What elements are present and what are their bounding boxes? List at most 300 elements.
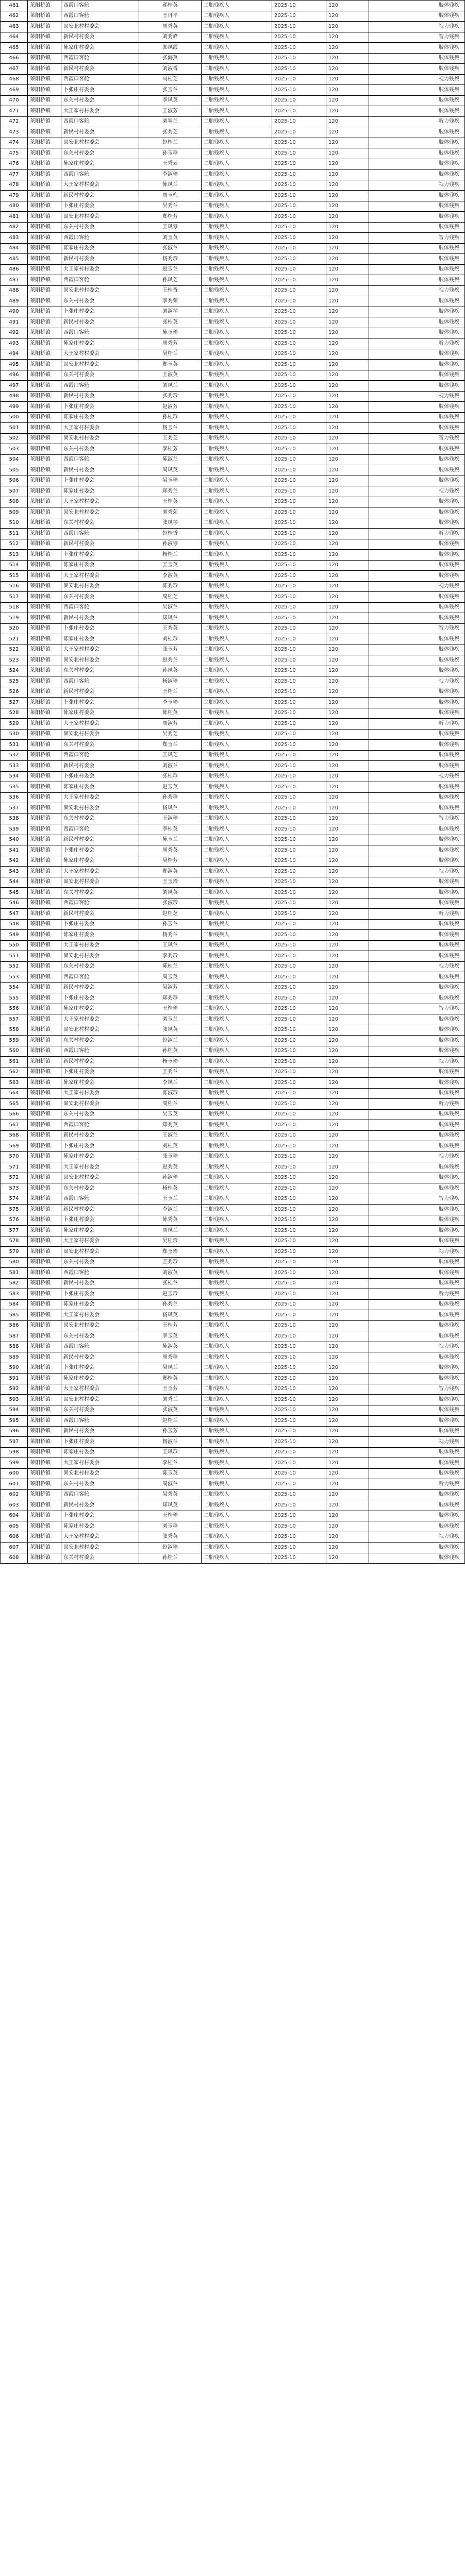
table-cell: 594 — [1, 1405, 28, 1416]
table-cell: 120 — [326, 116, 369, 127]
table-cell: 吴玉珍 — [139, 476, 202, 486]
table-cell: 521 — [1, 634, 28, 645]
table-row — [1, 43, 465, 54]
table-cell: 孙凤芝 — [139, 275, 202, 286]
table-cell: 2025-10 — [272, 803, 326, 814]
table-cell: 肢体残疾 — [369, 1078, 465, 1089]
table-cell: 589 — [1, 1352, 28, 1363]
table-cell: 462 — [1, 11, 28, 22]
table-cell: 郭凤霞 — [139, 43, 202, 54]
table-cell: 肢体残疾 — [369, 592, 465, 603]
table-cell: 2025-10 — [272, 465, 326, 476]
table-cell: 120 — [326, 1416, 369, 1427]
table-cell: 莱阳桥镇 — [28, 1078, 61, 1089]
table-cell: 莱阳桥镇 — [28, 1416, 61, 1427]
table-cell: 赵秀兰 — [139, 655, 202, 666]
table-cell: 莱阳桥镇 — [28, 433, 61, 444]
table-cell: 东关村村委会 — [61, 444, 139, 455]
table-row — [1, 170, 465, 180]
table-cell: 120 — [326, 1511, 369, 1521]
table-row — [1, 1205, 465, 1215]
table-cell: 2025-10 — [272, 317, 326, 328]
table-cell: 西霞口客舱 — [61, 328, 139, 338]
table-cell: 视力残疾 — [369, 581, 465, 592]
table-cell: 东关村村委会 — [61, 296, 139, 307]
table-cell: 李玉珍 — [139, 698, 202, 708]
table-cell: 二胎残疾人 — [202, 212, 272, 223]
table-cell: 东关村村委会 — [61, 888, 139, 899]
table-cell: 周桂兰 — [139, 1099, 202, 1110]
table-row — [1, 1004, 465, 1014]
table-cell: 吴秀英 — [139, 1489, 202, 1500]
table-cell: 固安北村村委会 — [61, 877, 139, 888]
table-cell: 孙玉兰 — [139, 919, 202, 930]
table-cell: 西霞口客舱 — [61, 1342, 139, 1352]
table-cell: 2025-10 — [272, 571, 326, 582]
table-cell: 莱阳桥镇 — [28, 1162, 61, 1173]
table-cell: 卜张庄村委会 — [61, 993, 139, 1004]
table-cell: 2025-10 — [272, 814, 326, 824]
table-cell: 2025-10 — [272, 381, 326, 392]
table-cell: 2025-10 — [272, 1247, 326, 1258]
table-cell: 2025-10 — [272, 940, 326, 951]
table-cell: 二胎残疾人 — [202, 243, 272, 254]
table-cell: 120 — [326, 360, 369, 370]
table-cell: 2025-10 — [272, 32, 326, 43]
table-cell: 120 — [326, 370, 369, 381]
table-cell: 585 — [1, 1310, 28, 1321]
table-cell: 二胎残疾人 — [202, 1384, 272, 1395]
table-cell: 552 — [1, 961, 28, 972]
table-cell: 2025-10 — [272, 613, 326, 624]
table-cell: 张凤琴 — [139, 518, 202, 529]
table-cell: 赵桂兰 — [139, 1416, 202, 1427]
table-cell: 郑秀珍 — [139, 993, 202, 1004]
table-cell: 莱阳桥镇 — [28, 307, 61, 317]
table-cell: 肢体残疾 — [369, 1162, 465, 1173]
table-cell: 莱阳桥镇 — [28, 1458, 61, 1469]
table-cell: 视力残疾 — [369, 961, 465, 972]
table-cell: 刘淑英 — [139, 1268, 202, 1279]
table-cell: 肢体残疾 — [369, 888, 465, 899]
table-cell: 新民村村委会 — [61, 1205, 139, 1215]
table-cell: 固安北村村委会 — [61, 1173, 139, 1183]
table-cell: 2025-10 — [272, 476, 326, 486]
table-cell: 120 — [326, 1067, 369, 1078]
table-cell: 李淑珍 — [139, 170, 202, 180]
table-cell: 肢体残疾 — [369, 222, 465, 233]
table-row — [1, 845, 465, 856]
table-row — [1, 729, 465, 740]
table-cell: 肢体残疾 — [369, 106, 465, 117]
table-cell: 莱阳桥镇 — [28, 761, 61, 772]
table-row — [1, 982, 465, 993]
table-cell: 孙玉珍 — [139, 148, 202, 159]
table-cell: 608 — [1, 1553, 28, 1564]
table-cell: 肢体残疾 — [369, 465, 465, 476]
table-row — [1, 1268, 465, 1279]
table-cell: 120 — [326, 581, 369, 592]
table-cell: 2025-10 — [272, 95, 326, 106]
table-cell: 2025-10 — [272, 1289, 326, 1300]
table-cell: 二胎残疾人 — [202, 1067, 272, 1078]
table-cell: 120 — [326, 1500, 369, 1511]
table-cell: 546 — [1, 898, 28, 909]
table-cell: 肢体残疾 — [369, 1, 465, 11]
table-row — [1, 296, 465, 307]
table-row — [1, 1046, 465, 1057]
table-cell: 533 — [1, 761, 28, 772]
table-cell: 王玉珍 — [139, 877, 202, 888]
table-cell: 120 — [326, 285, 369, 296]
table-cell: 二胎残疾人 — [202, 307, 272, 317]
table-cell: 孙淑珍 — [139, 1173, 202, 1183]
table-cell: 二胎残疾人 — [202, 85, 272, 96]
table-cell: 120 — [326, 1194, 369, 1205]
table-cell: 二胎残疾人 — [202, 1057, 272, 1067]
table-cell: 固安北村村委会 — [61, 507, 139, 518]
table-cell: 二胎残疾人 — [202, 782, 272, 793]
table-cell: 肢体残疾 — [369, 53, 465, 64]
table-cell: 张玉芳 — [139, 645, 202, 655]
table-cell: 西霞口客舱 — [61, 1, 139, 11]
table-cell: 肢体残疾 — [369, 1130, 465, 1141]
table-cell: 新民村村委会 — [61, 687, 139, 698]
table-cell: 二胎残疾人 — [202, 1, 272, 11]
table-cell: 120 — [326, 856, 369, 867]
table-cell: 莱阳桥镇 — [28, 1447, 61, 1458]
table-cell: 莱阳桥镇 — [28, 11, 61, 22]
table-cell: 二胎残疾人 — [202, 1130, 272, 1141]
table-cell: 468 — [1, 74, 28, 85]
table-cell: 肢体残疾 — [369, 11, 465, 22]
table-cell: 2025-10 — [272, 1, 326, 11]
table-cell: 肢体残疾 — [369, 1447, 465, 1458]
table-cell: 肢体残疾 — [369, 1173, 465, 1183]
table-cell: 莱阳桥镇 — [28, 1257, 61, 1268]
table-cell: 2025-10 — [272, 1331, 326, 1342]
table-cell: 视力残疾 — [369, 867, 465, 877]
table-cell: 卜张庄村委会 — [61, 550, 139, 561]
table-cell: 莱阳桥镇 — [28, 1320, 61, 1331]
table-cell: 603 — [1, 1500, 28, 1511]
table-cell: 刘淑兰 — [139, 761, 202, 772]
table-cell: 听力残疾 — [369, 338, 465, 349]
table-cell: 莱阳桥镇 — [28, 1289, 61, 1300]
table-row — [1, 264, 465, 275]
table-cell: 120 — [326, 698, 369, 708]
table-cell: 二胎残疾人 — [202, 708, 272, 719]
table-cell: 吴淑芳 — [139, 982, 202, 993]
table-cell: 480 — [1, 201, 28, 212]
table-row — [1, 1331, 465, 1342]
table-row — [1, 761, 465, 772]
table-cell: 智力残疾 — [369, 32, 465, 43]
table-cell: 二胎残疾人 — [202, 1141, 272, 1152]
table-row — [1, 1543, 465, 1553]
table-cell: 二胎残疾人 — [202, 824, 272, 835]
table-row — [1, 1236, 465, 1247]
table-cell: 莱阳桥镇 — [28, 1331, 61, 1342]
table-cell: 陈淑珍 — [139, 1088, 202, 1099]
table-cell: 2025-10 — [272, 1500, 326, 1511]
table-cell: 肢体残疾 — [369, 539, 465, 550]
table-cell: 新民村村委会 — [61, 191, 139, 201]
table-cell: 莱阳桥镇 — [28, 148, 61, 159]
table-cell: 莱阳桥镇 — [28, 602, 61, 613]
table-cell: 杨玉兰 — [139, 423, 202, 434]
table-cell: 二胎残疾人 — [202, 623, 272, 634]
table-cell: 二胎残疾人 — [202, 1215, 272, 1226]
table-cell: 2025-10 — [272, 539, 326, 550]
table-body — [1, 1, 465, 1564]
table-cell: 新民村村委会 — [61, 539, 139, 550]
table-cell: 2025-10 — [272, 930, 326, 941]
table-cell: 120 — [326, 1183, 369, 1194]
table-cell: 张淑兰 — [139, 243, 202, 254]
table-cell: 120 — [326, 1205, 369, 1215]
table-cell: 2025-10 — [272, 1395, 326, 1405]
table-cell: 莱阳桥镇 — [28, 676, 61, 687]
table-row — [1, 1120, 465, 1131]
table-cell: 120 — [326, 539, 369, 550]
table-cell: 二胎残疾人 — [202, 1374, 272, 1384]
table-cell: 532 — [1, 750, 28, 761]
table-cell: 2025-10 — [272, 1268, 326, 1279]
table-cell: 莱阳桥镇 — [28, 1025, 61, 1036]
table-row — [1, 645, 465, 655]
table-cell: 120 — [326, 1384, 369, 1395]
table-cell: 张凤英 — [139, 1025, 202, 1036]
table-cell: 540 — [1, 835, 28, 845]
table-cell: 120 — [326, 349, 369, 360]
table-cell: 莱阳桥镇 — [28, 296, 61, 307]
table-row — [1, 1183, 465, 1194]
table-cell: 二胎残疾人 — [202, 317, 272, 328]
table-row — [1, 1416, 465, 1427]
table-cell: 120 — [326, 1447, 369, 1458]
table-cell: 莱阳桥镇 — [28, 782, 61, 793]
table-cell: 大王家村村委会 — [61, 1532, 139, 1543]
table-row — [1, 1352, 465, 1363]
table-cell: 120 — [326, 486, 369, 497]
table-cell: 莱阳桥镇 — [28, 1151, 61, 1162]
table-cell: 二胎残疾人 — [202, 1437, 272, 1448]
table-cell: 西霞口客舱 — [61, 824, 139, 835]
table-cell: 2025-10 — [272, 792, 326, 803]
table-cell: 120 — [326, 1099, 369, 1110]
table-cell: 视力残疾 — [369, 676, 465, 687]
table-cell: 二胎残疾人 — [202, 1320, 272, 1331]
table-cell: 120 — [326, 518, 369, 529]
table-cell: 新民村村委会 — [61, 1426, 139, 1437]
table-cell: 周秀珍 — [139, 1352, 202, 1363]
table-cell: 556 — [1, 1004, 28, 1014]
table-cell: 120 — [326, 708, 369, 719]
table-cell: 2025-10 — [272, 1479, 326, 1490]
table-cell: 赵淑兰 — [139, 1036, 202, 1046]
table-cell: 2025-10 — [272, 349, 326, 360]
table-cell: 莱阳桥镇 — [28, 560, 61, 571]
table-cell: 2025-10 — [272, 1194, 326, 1205]
table-cell: 二胎残疾人 — [202, 645, 272, 655]
table-row — [1, 1278, 465, 1289]
table-row — [1, 655, 465, 666]
table-cell: 莱阳桥镇 — [28, 750, 61, 761]
table-cell: 二胎残疾人 — [202, 529, 272, 539]
table-cell: 肢体残疾 — [369, 687, 465, 698]
table-row — [1, 1162, 465, 1173]
table-cell: 120 — [326, 1236, 369, 1247]
table-cell: 120 — [326, 1310, 369, 1321]
table-cell: 二胎残疾人 — [202, 486, 272, 497]
table-cell: 莱阳桥镇 — [28, 571, 61, 582]
table-cell: 591 — [1, 1374, 28, 1384]
table-cell: 固安北村村委会 — [61, 951, 139, 962]
table-cell: 120 — [326, 867, 369, 877]
table-cell: 王桂香 — [139, 285, 202, 296]
table-cell: 肢体残疾 — [369, 1405, 465, 1416]
table-cell: 王玉兰 — [139, 1194, 202, 1205]
table-cell: 120 — [326, 740, 369, 751]
table-cell: 莱阳桥镇 — [28, 381, 61, 392]
table-cell: 视力残疾 — [369, 1342, 465, 1352]
table-cell: 2025-10 — [272, 1057, 326, 1067]
table-cell: 531 — [1, 740, 28, 751]
table-cell: 二胎残疾人 — [202, 254, 272, 265]
table-cell: 张玉兰 — [139, 85, 202, 96]
table-cell: 陈玉珍 — [139, 328, 202, 338]
table-cell: 576 — [1, 1215, 28, 1226]
table-cell: 598 — [1, 1447, 28, 1458]
table-cell: 529 — [1, 719, 28, 730]
table-cell: 二胎残疾人 — [202, 222, 272, 233]
table-cell: 120 — [326, 317, 369, 328]
table-cell: 肢体残疾 — [369, 349, 465, 360]
table-row — [1, 433, 465, 444]
table-cell: 听力残疾 — [369, 116, 465, 127]
table-cell: 2025-10 — [272, 1416, 326, 1427]
table-cell: 陈家庄村委会 — [61, 1521, 139, 1532]
table-cell: 544 — [1, 877, 28, 888]
table-cell: 120 — [326, 803, 369, 814]
table-cell: 二胎残疾人 — [202, 381, 272, 392]
table-cell: 郑桂芳 — [139, 212, 202, 223]
table-cell: 476 — [1, 159, 28, 170]
table-cell: 固安北村村委会 — [61, 433, 139, 444]
table-cell: 575 — [1, 1205, 28, 1215]
table-row — [1, 1099, 465, 1110]
table-cell: 120 — [326, 1479, 369, 1490]
table-row — [1, 338, 465, 349]
table-cell: 554 — [1, 982, 28, 993]
table-cell: 听力残疾 — [369, 1289, 465, 1300]
table-cell: 陈家庄村委会 — [61, 43, 139, 54]
table-cell: 120 — [326, 275, 369, 286]
table-cell: 莱阳桥镇 — [28, 1046, 61, 1057]
table-cell: 大王家村村委会 — [61, 264, 139, 275]
table-cell: 2025-10 — [272, 507, 326, 518]
table-cell: 西霞口客舱 — [61, 1046, 139, 1057]
table-cell: 大王家村村委会 — [61, 180, 139, 191]
table-cell: 120 — [326, 1057, 369, 1067]
table-cell: 陈家庄村委会 — [61, 486, 139, 497]
table-cell: 548 — [1, 919, 28, 930]
table-cell: 吴桂珍 — [139, 1236, 202, 1247]
table-cell: 二胎残疾人 — [202, 867, 272, 877]
table-cell: 王淑芳 — [139, 106, 202, 117]
table-cell: 刘淑琴 — [139, 307, 202, 317]
table-cell: 固安北村村委会 — [61, 1320, 139, 1331]
table-cell: 542 — [1, 856, 28, 867]
table-cell: 莱阳桥镇 — [28, 22, 61, 32]
table-cell: 卜张庄村委会 — [61, 1363, 139, 1374]
table-cell: 二胎残疾人 — [202, 170, 272, 180]
table-row — [1, 349, 465, 360]
table-cell: 120 — [326, 465, 369, 476]
table-cell: 赵玉珍 — [139, 1289, 202, 1300]
table-row — [1, 106, 465, 117]
table-cell: 固安北村村委会 — [61, 1247, 139, 1258]
table-cell: 肢体残疾 — [369, 476, 465, 486]
table-cell: 568 — [1, 1130, 28, 1141]
table-cell: 二胎残疾人 — [202, 191, 272, 201]
table-cell: 肢体残疾 — [369, 518, 465, 529]
table-cell: 572 — [1, 1173, 28, 1183]
table-cell: 肢体残疾 — [369, 740, 465, 751]
table-cell: 东关村村委会 — [61, 1109, 139, 1120]
table-cell: 二胎残疾人 — [202, 444, 272, 455]
table-cell: 刘秀峰 — [139, 32, 202, 43]
table-cell: 杨玉珍 — [139, 1057, 202, 1067]
table-cell: 新民村村委会 — [61, 835, 139, 845]
table-cell: 王桂珍 — [139, 1004, 202, 1014]
table-cell: 卜张庄村委会 — [61, 402, 139, 413]
table-cell: 智力残疾 — [369, 623, 465, 634]
table-cell: 莱阳桥镇 — [28, 254, 61, 265]
table-cell: 120 — [326, 191, 369, 201]
table-cell: 2025-10 — [272, 170, 326, 180]
table-cell: 607 — [1, 1543, 28, 1553]
table-cell: 固安北村村委会 — [61, 285, 139, 296]
table-cell: 莱阳桥镇 — [28, 212, 61, 223]
table-cell: 2025-10 — [272, 919, 326, 930]
table-row — [1, 560, 465, 571]
table-cell: 西霞口客舱 — [61, 602, 139, 613]
table-cell: 2025-10 — [272, 85, 326, 96]
table-cell: 二胎残疾人 — [202, 116, 272, 127]
table-cell: 二胎残疾人 — [202, 233, 272, 244]
table-cell: 120 — [326, 32, 369, 43]
table-cell: 肢体残疾 — [369, 1141, 465, 1152]
table-cell: 2025-10 — [272, 909, 326, 920]
table-cell: 王秀芝 — [139, 433, 202, 444]
table-cell: 2025-10 — [272, 1310, 326, 1321]
table-cell: 肢体残疾 — [369, 1215, 465, 1226]
table-cell: 西霞口客舱 — [61, 454, 139, 465]
table-cell: 肢体残疾 — [369, 571, 465, 582]
table-cell: 肢体残疾 — [369, 940, 465, 951]
table-cell: 二胎残疾人 — [202, 349, 272, 360]
table-cell: 2025-10 — [272, 391, 326, 402]
table-cell: 固安北村村委会 — [61, 1395, 139, 1405]
table-cell: 517 — [1, 592, 28, 603]
table-cell: 二胎残疾人 — [202, 1236, 272, 1247]
table-cell: 二胎残疾人 — [202, 592, 272, 603]
table-cell: 莱阳桥镇 — [28, 191, 61, 201]
table-cell: 2025-10 — [272, 581, 326, 592]
table-cell: 2025-10 — [272, 1543, 326, 1553]
